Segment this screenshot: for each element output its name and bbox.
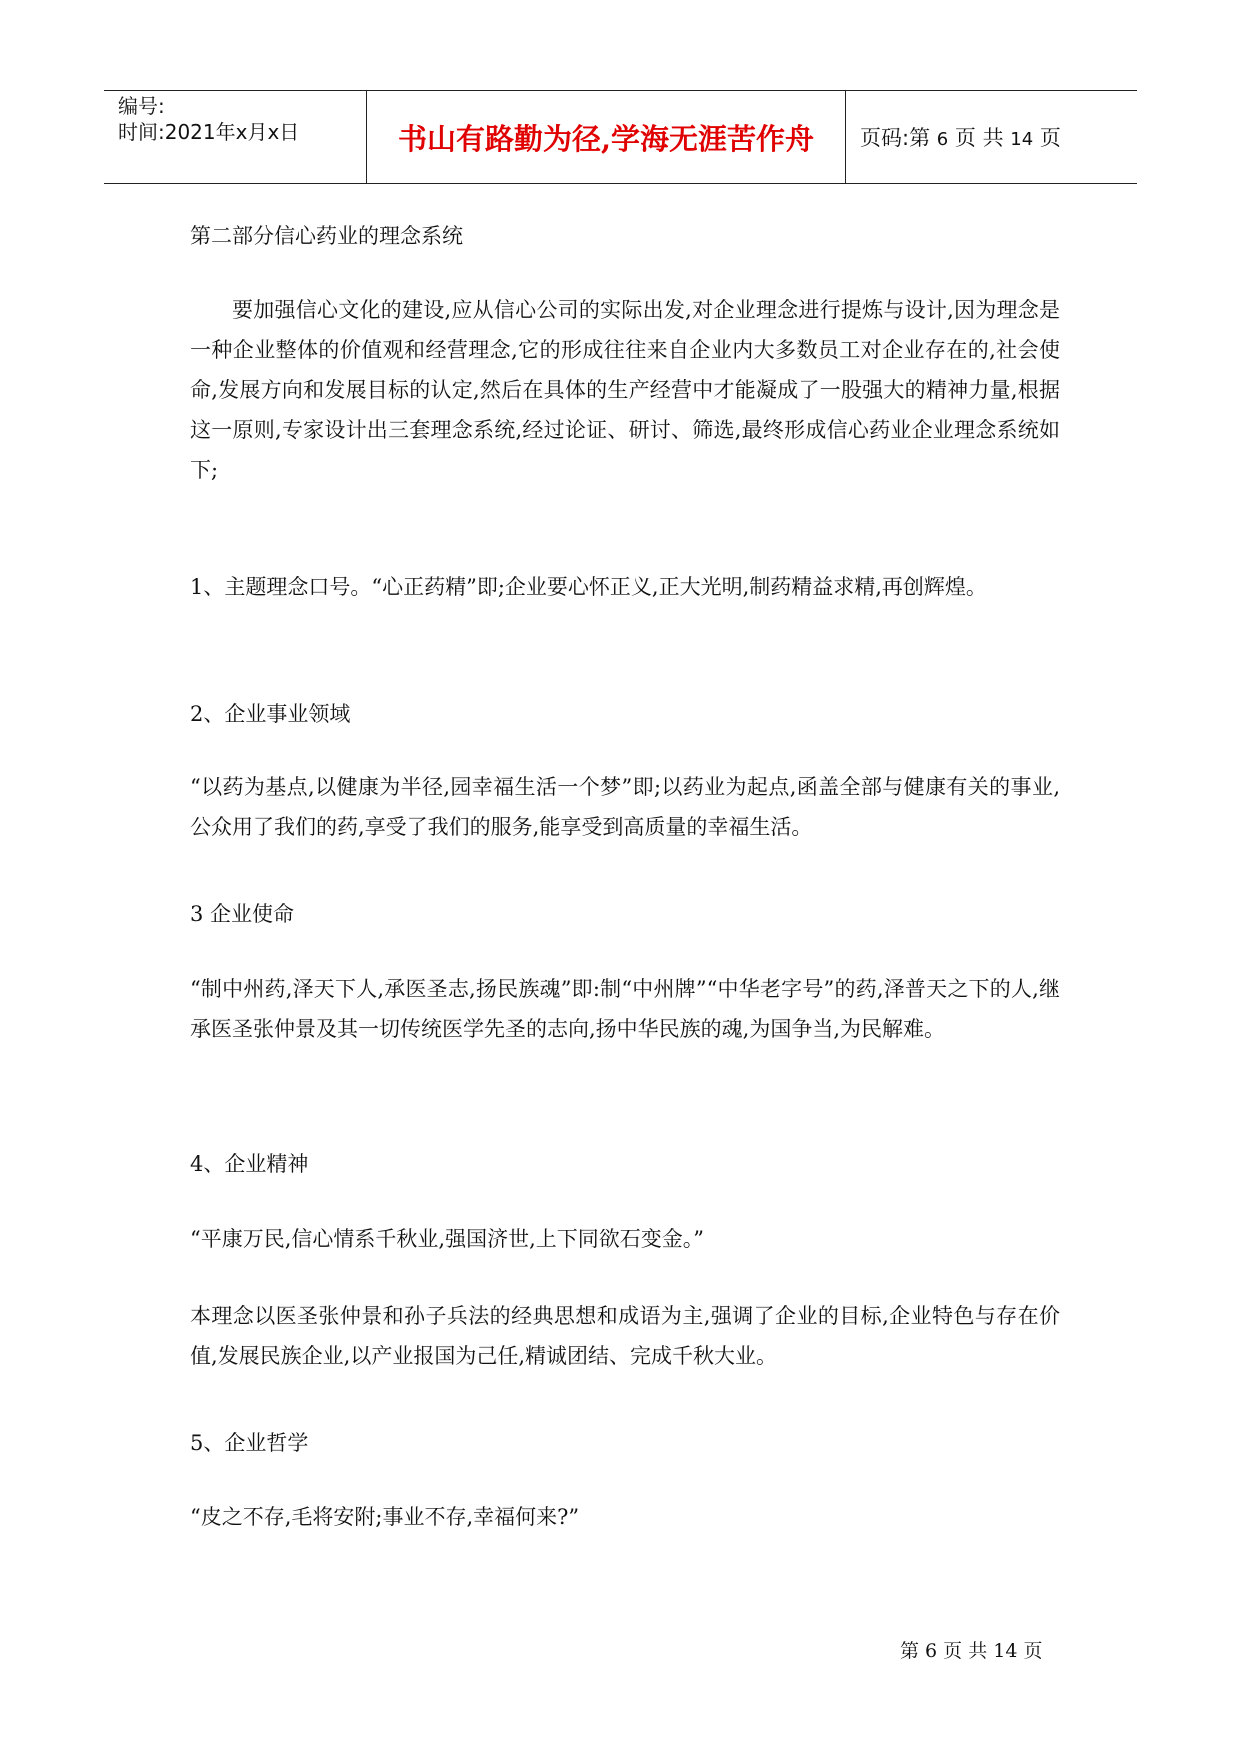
page-total: 14 — [1010, 129, 1034, 150]
document-time-label: 时间:2021年x月x日 — [118, 120, 300, 144]
header-motto-cell — [367, 91, 846, 183]
section-title: 第二部分信心药业的理念系统 — [190, 224, 463, 248]
item-2-heading: 2、企业事业领域 — [190, 702, 351, 726]
page-footer: 第 6 页 共 14 页 — [900, 1640, 1043, 1662]
header-motto: 书山有路勤为径,学海无涯苦作舟 — [397, 121, 815, 156]
header-info-cell — [104, 91, 367, 183]
item-5-quote: “皮之不存,毛将安附;事业不存,幸福何来?” — [190, 1505, 580, 1529]
document-header — [104, 90, 1137, 184]
document-number-label: 编号: — [118, 94, 165, 118]
page-current: 6 — [936, 129, 949, 150]
header-page-indicator — [860, 122, 1061, 152]
header-page-cell — [846, 91, 1137, 183]
item-4-paragraph: 本理念以医圣张仲景和孙子兵法的经典思想和成语为主,强调了企业的目标,企业特色与存在价值,发展民族企业,以产业报国为己任,精诚团结、完成千秋大业。 — [190, 1304, 1060, 1368]
intro-paragraph: 要加强信心文化的建设,应从信心公司的实际出发,对企业理念进行提炼与设计,因为理念是一种企业整体的价值观和经营理念,它的形成往往来自企业内大多数员工对企业存在的,社会使命,发展方向和发展目标的认定,然后在具体的生产经营中才能凝成了一股强大的精神力量,根据这一原则,专家设计出三套理念系统,经过论证、研讨、筛选,最终形成信心药业企业理念系统如下; — [190, 298, 1060, 482]
page-prefix: 页码:第 — [860, 126, 931, 150]
page-suffix: 页 — [1039, 126, 1061, 150]
item-2-paragraph: “以药为基点,以健康为半径,园幸福生活一个梦”即;以药业为起点,函盖全部与健康有关的事业,公众用了我们的药,享受了我们的服务,能享受到高质量的幸福生活。 — [190, 775, 1060, 839]
page-mid: 页 共 — [954, 126, 1004, 150]
item-3-heading: 3 企业使命 — [190, 902, 295, 926]
item-4-heading: 4、企业精神 — [190, 1152, 309, 1176]
item-1-paragraph: 1、主题理念口号。“心正药精”即;企业要心怀正义,正大光明,制药精益求精,再创辉煌。 — [190, 575, 987, 599]
item-3-paragraph: “制中州药,泽天下人,承医圣志,扬民族魂”即:制“中州牌”“中华老字号”的药,泽普天之下的人,继承医圣张仲景及其一切传统医学先圣的志向,扬中华民族的魂,为国争当,为民解难。 — [190, 977, 1060, 1041]
item-4-quote: “平康万民,信心情系千秋业,强国济世,上下同欲石变金。” — [190, 1227, 704, 1251]
item-5-heading: 5、企业哲学 — [190, 1431, 309, 1455]
